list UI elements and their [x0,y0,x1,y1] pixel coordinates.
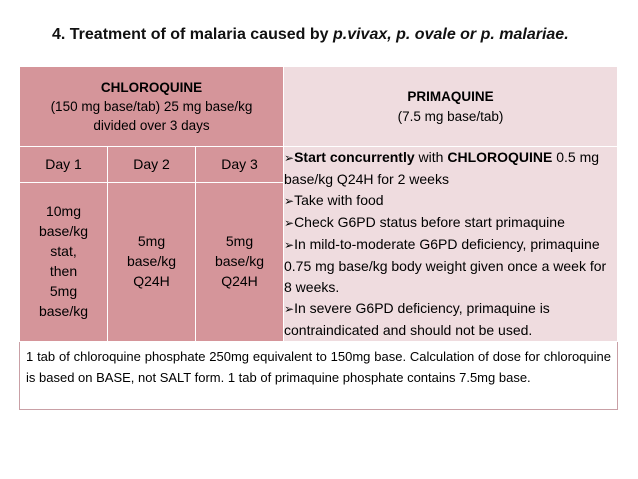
dose-line: Q24H [221,272,258,289]
note-with: with [414,149,448,165]
arrow-bullet-icon: ➢ [284,194,295,208]
arrow-bullet-icon: ➢ [284,151,295,165]
note-chloroquine: CHLOROQUINE [447,149,553,165]
chloroquine-duration-line: divided over 3 days [93,118,210,134]
dose-line: 5mg [225,232,254,249]
dose-line: base/kg [126,252,177,269]
dose-line: base/kg [38,302,89,319]
primaquine-notes [284,147,618,342]
primaquine-note-2 [284,190,617,212]
chloroquine-dose-line: (150 mg base/tab) 25 mg base/kg [50,98,253,114]
title-text: 4. Treatment of of malaria caused by [52,26,333,43]
primaquine-note-5 [284,298,617,341]
day-3-dose [196,182,284,341]
page-title [52,26,569,44]
primaquine-dose-line: (7.5 mg base/tab) [397,108,504,124]
dose-line: base/kg [214,252,265,269]
dose-line: stat, [50,242,77,259]
day-1-header: Day 1 [20,147,108,183]
dose-line: 5mg [49,282,78,299]
chloroquine-name: CHLOROQUINE [100,79,203,95]
day-2-dose [108,182,196,341]
day-3-header: Day 3 [196,147,284,183]
arrow-bullet-icon: ➢ [284,216,295,230]
primaquine-header [284,67,618,147]
footnote: 1 tab of chloroquine phosphate 250mg equivalent to 150mg base. Calculation of dose for chloroquine is based on BASE, not SALT form. 1 tab of primaquine phosphate contains 7.5mg base. [20,342,618,410]
note-text: Take with food [294,192,384,208]
primaquine-note-1 [284,147,617,190]
day-1-dose [20,182,108,341]
note-text: In severe G6PD deficiency, primaquine is contraindicated and should not be used. [284,300,550,338]
title-species: p.vivax, p. ovale or p. malariae. [332,26,569,43]
dose-line: base/kg [38,223,89,240]
primaquine-note-3 [284,212,617,234]
malaria-treatment-table [19,66,618,410]
dose-line: then [49,262,78,279]
dose-line: 10mg [45,203,82,220]
dose-line: Q24H [133,272,170,289]
note-dose-rest: 0.5 mg base/kg Q24H for 2 weeks [284,149,600,187]
primaquine-name: PRIMAQUINE [407,89,494,105]
note-start-concurrently: Start concurrently [294,149,415,165]
primaquine-note-4 [284,234,617,298]
note-text: In mild-to-moderate G6PD deficiency, primaquine 0.75 mg base/kg body weight given once a week for 8 weeks. [284,236,607,295]
arrow-bullet-icon: ➢ [284,302,295,316]
day-2-header: Day 2 [108,147,196,183]
note-text: Check G6PD status before start primaquine [294,214,565,230]
dose-line: 5mg [137,232,166,249]
chloroquine-header [20,67,284,147]
arrow-bullet-icon: ➢ [284,238,295,252]
